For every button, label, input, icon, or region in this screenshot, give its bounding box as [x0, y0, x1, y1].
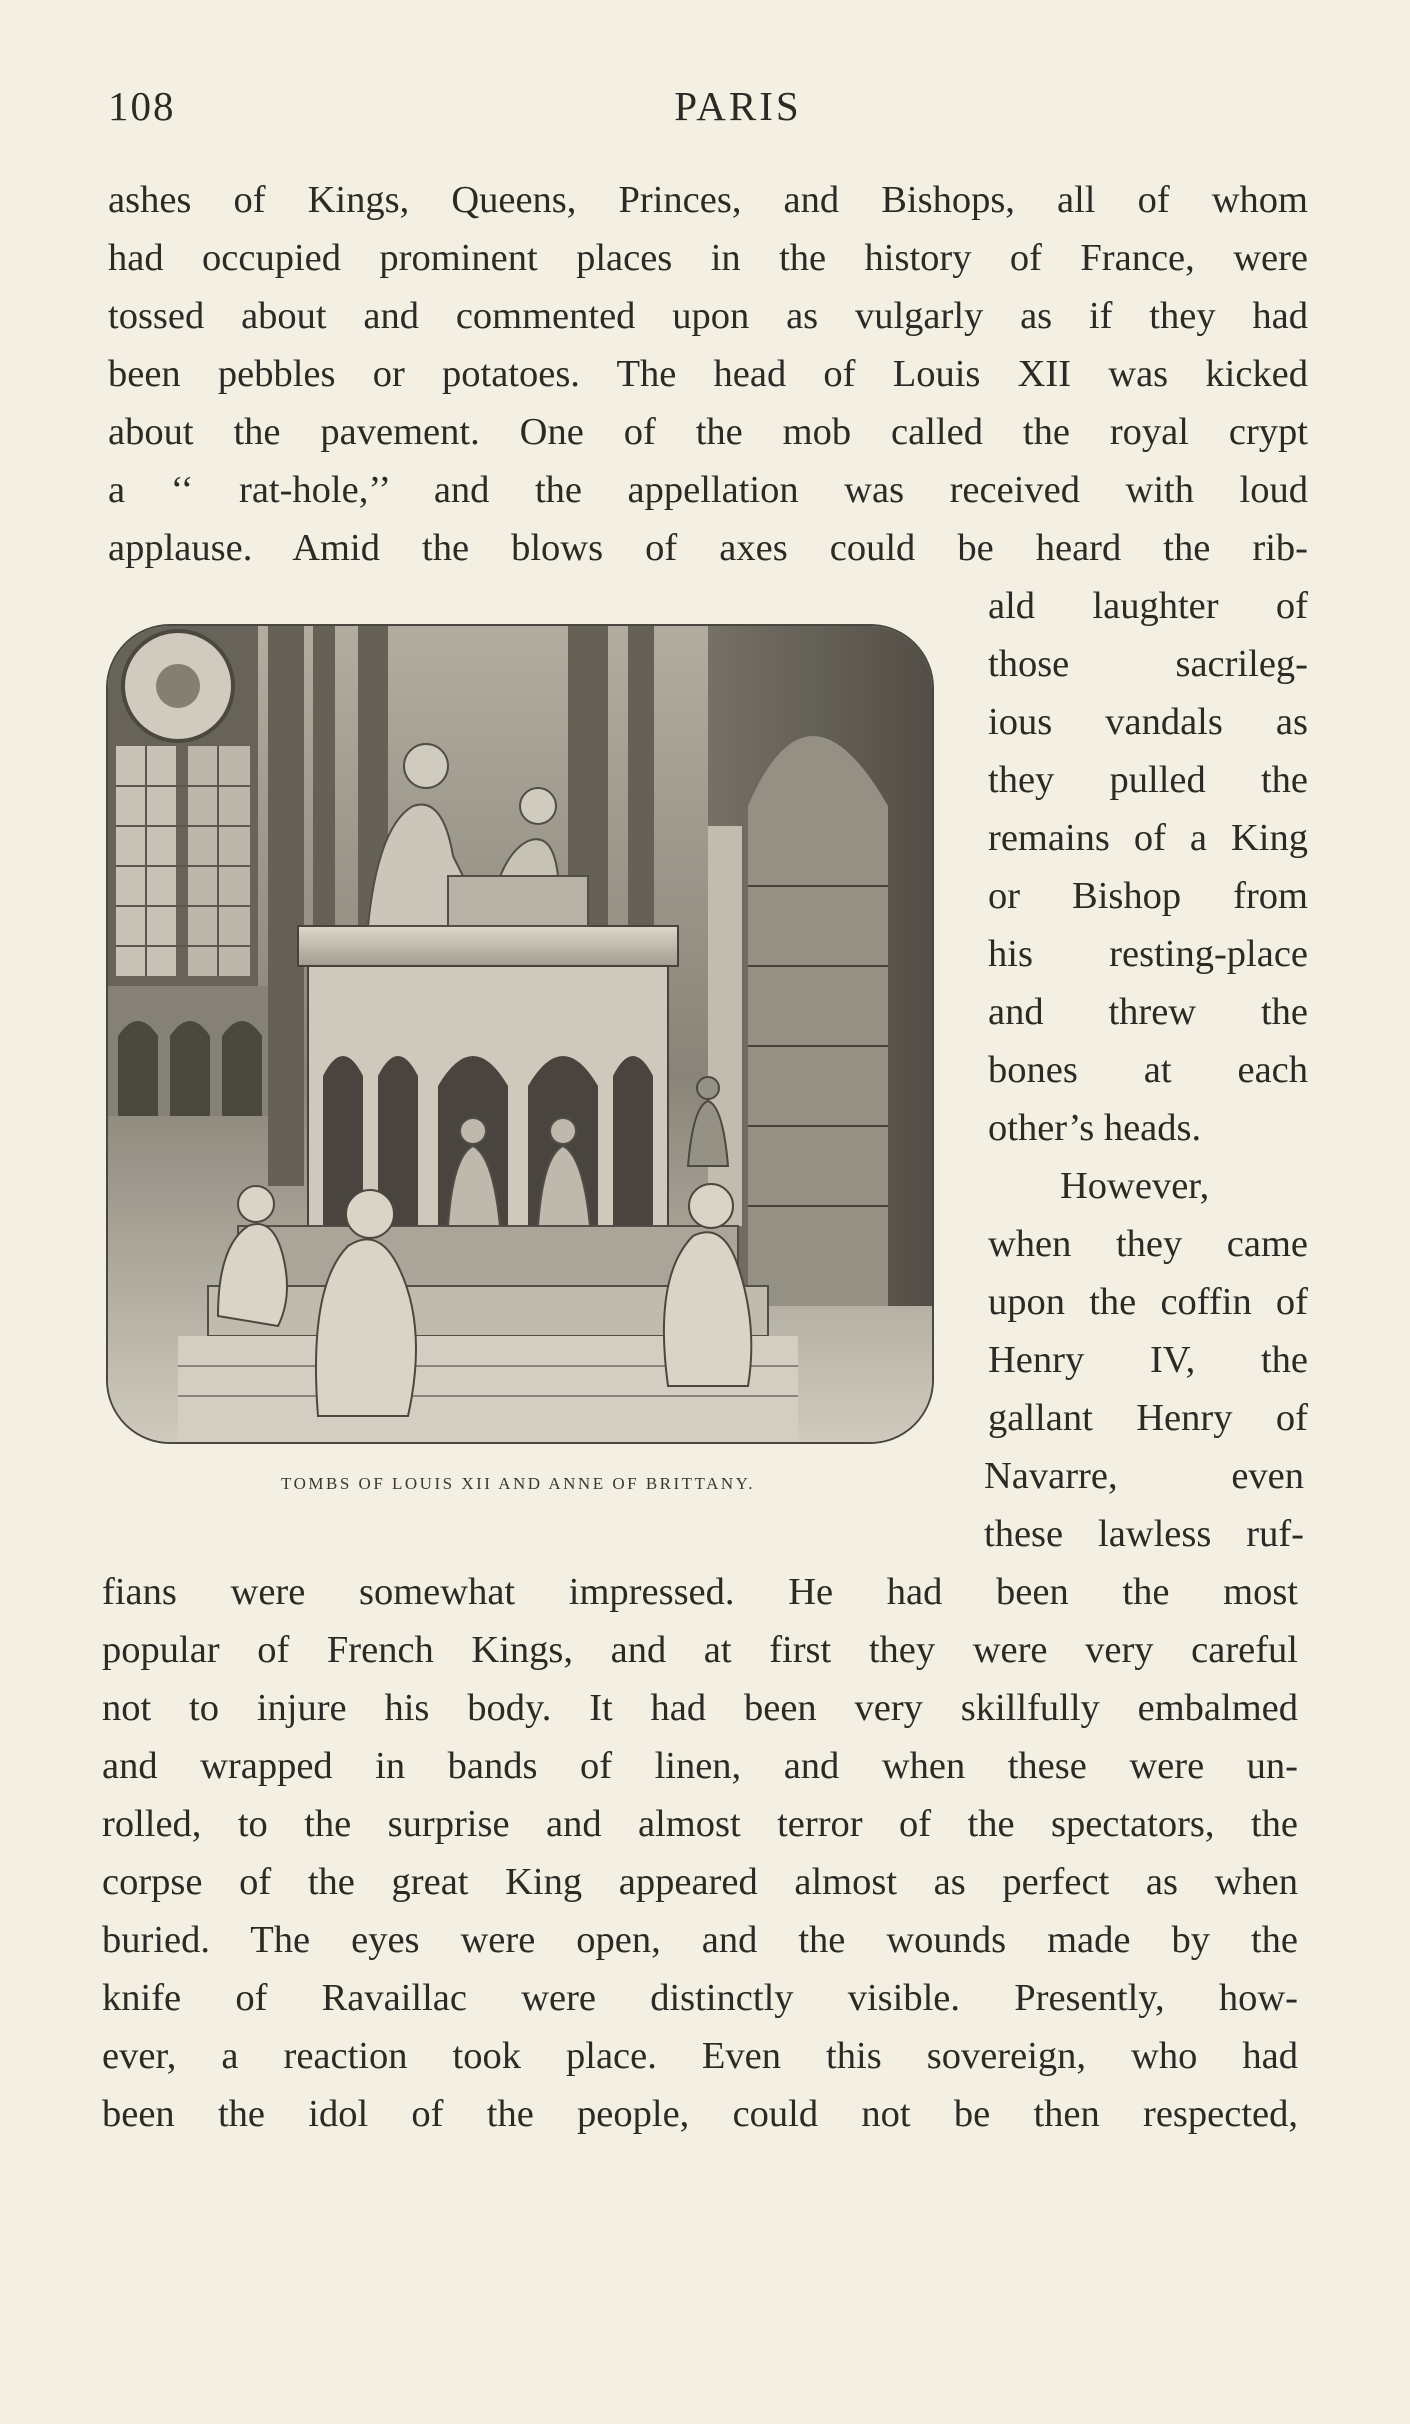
text-line: rolled, to the surprise and almost terror of the spectators, the — [102, 1803, 1298, 1845]
text-line: tossed about and commented upon as vulgarly as if they had — [108, 295, 1308, 337]
text-line: about the pavement. One of the mob called the royal crypt — [108, 411, 1308, 453]
tomb-photograph — [106, 624, 934, 1444]
text-line: fians were somewhat impressed. He had been the most — [102, 1571, 1298, 1613]
page-number: 108 — [108, 83, 176, 129]
text-line: not to injure his body. It had been very skillfully embalmed — [102, 1687, 1298, 1729]
side-text-line: these lawless ruf- — [984, 1513, 1304, 1555]
side-text-line: ious vandals as — [988, 701, 1308, 743]
text-line: ashes of Kings, Queens, Princes, and Bishops, all of whom — [108, 179, 1308, 221]
text-line: been pebbles or potatoes. The head of Louis XII was kicked — [108, 353, 1308, 395]
text-line: applause. Amid the blows of axes could be heard the rib- — [108, 527, 1308, 569]
side-text-line: Henry IV, the — [988, 1339, 1308, 1381]
text-line: ever, a reaction took place. Even this sovereign, who had — [102, 2035, 1298, 2077]
side-text-line: when they came — [988, 1223, 1308, 1265]
side-text-line: bones at each — [988, 1049, 1308, 1091]
text-line: buried. The eyes were open, and the wounds made by the — [102, 1919, 1298, 1961]
side-text-line: or Bishop from — [988, 875, 1308, 917]
side-text-line: they pulled the — [988, 759, 1308, 801]
side-text-line: his resting-place — [988, 933, 1308, 975]
side-text-line: Navarre, even — [984, 1455, 1304, 1497]
side-text-line: other’s heads. — [988, 1107, 1202, 1149]
side-text-line: upon the coffin of — [988, 1281, 1308, 1323]
side-text-line: and threw the — [988, 991, 1308, 1033]
side-text-line: ald laughter of — [988, 585, 1308, 627]
side-text-line: gallant Henry of — [988, 1397, 1308, 1439]
running-head — [108, 82, 1308, 132]
text-line: popular of French Kings, and at first they were very careful — [102, 1629, 1298, 1671]
running-title: PARIS — [674, 83, 802, 129]
side-text-line: those sacrileg- — [988, 643, 1308, 685]
text-line: corpse of the great King appeared almost as perfect as when — [102, 1861, 1298, 1903]
text-line: knife of Ravaillac were distinctly visible. Presently, how- — [102, 1977, 1298, 2019]
side-text-line: remains of a King — [988, 817, 1308, 859]
text-line: a ‘‘ rat-hole,’’ and the appellation was received with loud — [108, 469, 1308, 511]
figure-caption: TOMBS OF LOUIS XII AND ANNE OF BRITTANY. — [281, 1474, 755, 1493]
text-line: had occupied prominent places in the history of France, were — [108, 237, 1308, 279]
text-line: been the idol of the people, could not be then respected, — [102, 2093, 1298, 2135]
side-text-line: However, — [1060, 1165, 1210, 1207]
text-line: and wrapped in bands of linen, and when these were un- — [102, 1745, 1298, 1787]
